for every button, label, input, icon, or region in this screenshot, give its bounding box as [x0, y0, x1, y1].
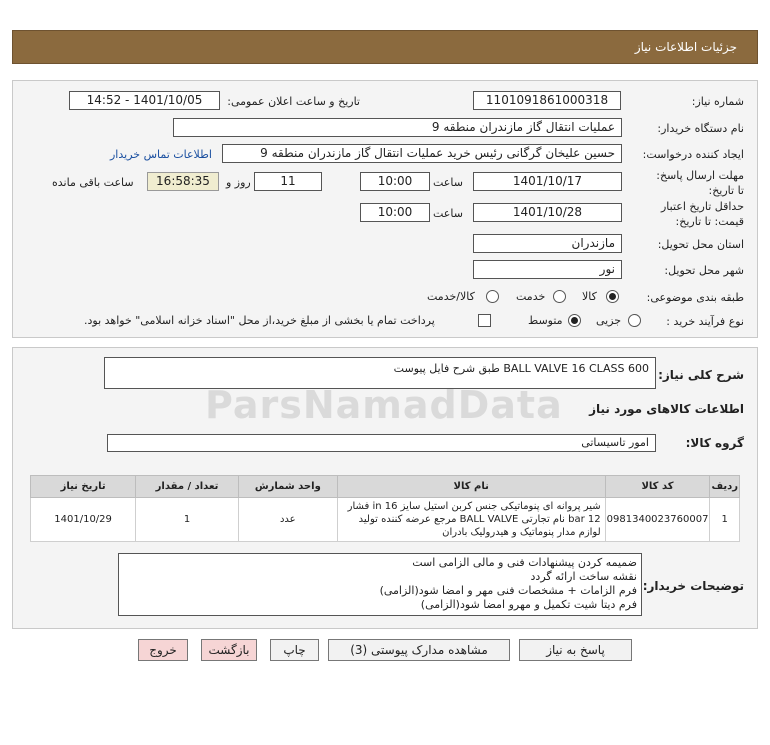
city-label: شهر محل تحویل:	[664, 264, 744, 277]
buyer-note-line: فرم دیتا شیت تکمیل و مهرو امضا شود(الزامی)	[420, 598, 637, 611]
remaining-time-label: ساعت باقی مانده	[52, 176, 134, 189]
need-number-label: شماره نیاز:	[691, 95, 744, 108]
print-button[interactable]: چاپ	[270, 639, 319, 661]
buyer-note-line: ضمیمه کردن پیشنهادات فنی و مالی الزامی است	[412, 556, 637, 569]
process-minor-radio[interactable]	[628, 314, 641, 327]
process-medium-radio[interactable]	[568, 314, 581, 327]
buyer-note-line: نقشه ساخت ارائه گردد	[530, 570, 637, 583]
process-label: نوع فرآیند خرید :	[666, 315, 744, 328]
category-goods-service-label: کالا/خدمت	[427, 290, 475, 303]
validity-time-field: 10:00	[360, 203, 430, 222]
col-unit: واحد شمارش	[238, 476, 337, 498]
deadline-date-field: 1401/10/17	[473, 172, 622, 191]
view-attachments-button[interactable]: مشاهده مدارک پیوستی (3)	[328, 639, 510, 661]
col-date: تاریخ نیاز	[31, 476, 136, 498]
buyer-label: نام دستگاه خریدار:	[657, 122, 744, 135]
days-field: 11	[254, 172, 322, 191]
buyer-notes-label: توضیحات خریدار:	[642, 579, 744, 593]
province-field: مازندران	[473, 234, 622, 253]
watermark-logo: ParsNamadData	[205, 383, 563, 427]
requester-field: حسین علیخان گرگانی رئیس خرید عملیات انتقال گاز مازندران منطقه 9	[222, 144, 622, 163]
need-number-field: 1101091861000318	[473, 91, 621, 110]
goods-table	[30, 475, 740, 542]
category-service-label: خدمت	[516, 290, 546, 303]
days-label: روز و	[226, 176, 251, 189]
validity-date-field: 1401/10/28	[473, 203, 622, 222]
category-label: طبقه بندی موضوعی:	[646, 291, 744, 304]
validity-label: حداقل تاریخ اعتبار قیمت: تا تاریخ:	[660, 200, 744, 228]
process-minor-label: جزیی	[596, 314, 622, 327]
category-service-radio[interactable]	[553, 290, 566, 303]
cell-name: شیر پروانه ای پنوماتیکی جنس کربن استیل سایز 16 in فشار 12 bar نام تجارتی BALL VALVE مرجع عرضه کننده تولید لوازم مدار پنوماتیک و هیدرولیک بادران	[337, 498, 605, 542]
requester-label: ایجاد کننده درخواست:	[642, 148, 744, 161]
cell-row: 1	[710, 498, 740, 542]
category-goods-radio[interactable]	[606, 290, 619, 303]
cell-code: 0981340023760007	[605, 498, 710, 542]
city-field: نور	[473, 260, 622, 279]
province-label: استان محل تحویل:	[657, 238, 744, 251]
exit-button[interactable]: خروج	[138, 639, 188, 661]
page-header	[12, 30, 758, 64]
col-row: ردیف	[710, 476, 740, 498]
summary-field: BALL VALVE 16 CLASS 600 طبق شرح فایل پیوست	[104, 357, 656, 389]
treasury-payment-checkbox[interactable]	[478, 314, 491, 327]
cell-date: 1401/10/29	[31, 498, 136, 542]
category-goods-label: کالا	[582, 290, 597, 303]
category-goods-service-radio[interactable]	[486, 290, 499, 303]
table-row	[31, 498, 740, 542]
buyer-field: عملیات انتقال گاز مازندران منطقه 9	[173, 118, 622, 137]
cell-unit: عدد	[238, 498, 337, 542]
deadline-time-label: ساعت	[433, 176, 463, 189]
deadline-label: مهلت ارسال پاسخ: تا تاریخ:	[656, 169, 744, 197]
goods-table-header	[31, 476, 740, 498]
goods-group-label: گروه کالا:	[685, 436, 744, 450]
deadline-time-field: 10:00	[360, 172, 430, 191]
col-qty: تعداد / مقدار	[136, 476, 239, 498]
page-title: جزئیات اطلاعات نیاز	[634, 40, 737, 54]
buyer-contact-link[interactable]: اطلاعات تماس خریدار	[110, 148, 212, 161]
validity-time-label: ساعت	[433, 207, 463, 220]
col-name: نام کالا	[337, 476, 605, 498]
goods-info-title: اطلاعات کالاهای مورد نیاز	[589, 402, 744, 416]
col-code: کد کالا	[605, 476, 710, 498]
reply-button[interactable]: پاسخ به نیاز	[519, 639, 632, 661]
back-button[interactable]: بازگشت	[201, 639, 257, 661]
process-medium-label: متوسط	[528, 314, 563, 327]
treasury-payment-note: پرداخت تمام یا بخشی از مبلغ خرید،از محل "اسناد خزانه اسلامی" خواهد بود.	[84, 314, 435, 327]
announce-label: تاریخ و ساعت اعلان عمومی:	[227, 95, 360, 108]
buyer-note-line: فرم الزامات + مشخصات فنی مهر و امضا شود(الزامی)	[379, 584, 637, 597]
buyer-notes-box	[118, 553, 642, 616]
remaining-time-field: 16:58:35	[147, 172, 219, 191]
summary-label: شرح کلی نیاز:	[658, 368, 744, 382]
goods-group-field: امور تاسیساتی	[107, 434, 656, 452]
cell-qty: 1	[136, 498, 239, 542]
announce-field: 1401/10/05 - 14:52	[69, 91, 220, 110]
